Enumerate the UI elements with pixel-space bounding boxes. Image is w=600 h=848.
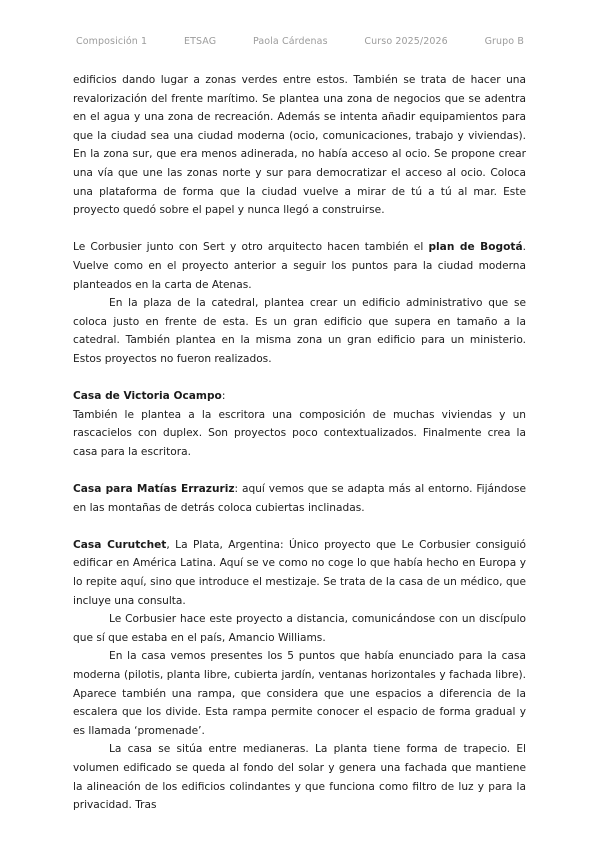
header-school: ETSAG	[183, 36, 217, 47]
paragraph-victoria-ocampo: También le plantea a la escritora una composición de muchas viviendas y un rascacielos con duplex. Son proyectos poco contextualizados. Finalmente crea la casa para la escritora.	[73, 408, 526, 458]
heading-victoria-ocampo	[73, 387, 526, 406]
document-body	[73, 71, 526, 815]
text: :	[221, 390, 226, 403]
paragraph-errazuriz	[73, 480, 526, 517]
header-course: Composición 1	[76, 36, 148, 47]
paragraph-curutchet	[73, 536, 526, 610]
page-header	[76, 36, 524, 47]
bold-term: Casa Curutchet	[73, 538, 167, 551]
paragraph-curutchet-distance: Le Corbusier hace este proyecto a distancia, comunicándose con un discípulo que sí que estaba en el país, Amancio Williams.	[73, 613, 526, 644]
bold-term: Casa para Matías Errazuriz	[73, 483, 235, 496]
paragraph-valencia-plan: edificios dando lugar a zonas verdes entre estos. También se trata de hacer una revalorización del frente marítimo. Se plantea una zona de negocios que se adentra en el agua y una zona de recreación. Además se intenta añadir equipamientos para que la ciudad sea una ciudad moderna (ocio, comunicaciones, trabajo y viviendas). En la zona sur, que era menos adinerada, no había acceso al ocio. Se propone crear una vía que une las zonas norte y sur para democratizar el acceso al ocio. Coloca una plataforma de forma que la ciudad vuelve a mirar de tú a tú al mar. Este proyecto quedó sobre el papel y nunca llegó a construirse.	[73, 74, 526, 217]
paragraph-bogota-cathedral: En la plaza de la catedral, plantea crear un edificio administrativo que se coloca justo en frente de esta. Es un gran edificio que supera en tamaño a la catedral. También plantea en la misma zona un gran edificio para un ministerio. Estos proyectos no fueron realizados.	[73, 297, 526, 365]
text: : aquí vemos que se adapta más al entorno. Fijándose en las montañas de detrás coloca cubiertas inclinadas.	[73, 483, 527, 514]
paragraph-curutchet-site: La casa se sitúa entre medianeras. La planta tiene forma de trapecio. El volumen edificado se queda al fondo del solar y genera una fachada que mantiene la alineación de los edificios colindantes y que funciona como filtro de luz y para la privacidad. Tras	[73, 743, 526, 812]
text: Le Corbusier junto con Sert y otro arquitecto hacen también el	[73, 241, 429, 254]
header-year: Curso 2025/2026	[364, 36, 448, 47]
bold-term: Casa de Victoria Ocampo	[73, 390, 222, 403]
paragraph-curutchet-five-points: En la casa vemos presentes los 5 puntos que había enunciado para la casa moderna (pilotis, planta libre, cubierta jardín, ventanas horizontales y fachada libre). Aparece también una rampa, que considera que une espacios a diferencia de la escalera que los divide. Esta rampa permite conocer el espacio de forma gradual y es llamada ‘promenade’.	[73, 650, 526, 737]
text: . Vuelve como en el proyecto anterior a seguir los puntos para la ciudad moderna planteados en la carta de Atenas.	[73, 241, 526, 291]
header-author: Paola Cárdenas	[252, 36, 328, 47]
text: , La Plata, Argentina: Único proyecto que Le Corbusier consiguió edificar en América Latina. Aquí se ve como no coge lo que había hecho en Europa y lo repite aquí, sino que introduce el mestizaje. Se trata de la casa de un médico, que incluye una consulta.	[73, 538, 526, 607]
header-group: Grupo B	[484, 36, 524, 47]
paragraph-bogota-intro	[73, 238, 526, 294]
bold-term: plan de Bogotá	[428, 241, 523, 254]
